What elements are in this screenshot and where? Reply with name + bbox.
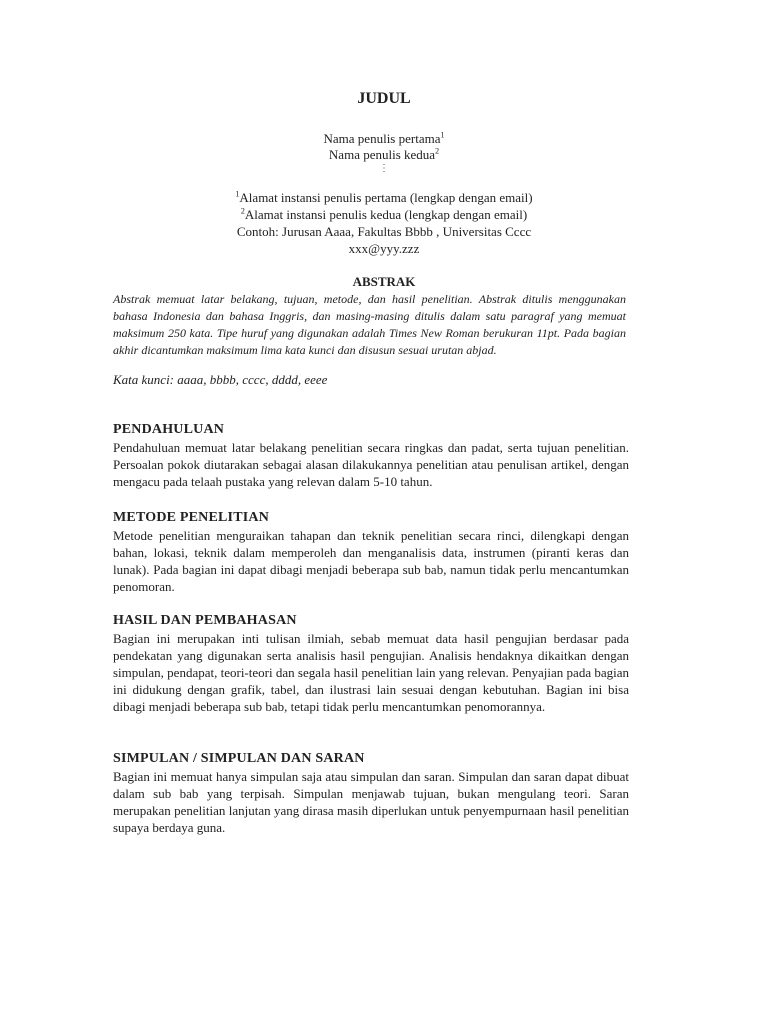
author-first xyxy=(0,131,768,147)
section-body: Bagian ini memuat hanya simpulan saja atau simpulan dan saran. Simpulan dan saran dapat dibuat dalam sub bab yang terpisah. Simpulan menjawab tujuan, bukan mengulang teori. Saran merupakan penelitian lanjutan yang dirasa masih diperlukan untuk penyempurnaan hasil penelitian supaya berdaya guna. xyxy=(113,769,629,835)
author-second-name: Nama penulis kedua xyxy=(328,147,436,162)
author-ellipsis: ⋮ xyxy=(379,163,389,174)
affiliation-second-superscript: 2 xyxy=(240,206,245,216)
author-second xyxy=(0,147,768,163)
section-heading: SIMPULAN / SIMPULAN DAN SARAN xyxy=(113,751,365,766)
affiliation-first-text: Alamat instansi penulis pertama (lengkap dengan email) xyxy=(239,190,533,205)
affiliation-second-text: Alamat instansi penulis kedua (lengkap dengan email) xyxy=(244,207,528,222)
affiliation-example: Contoh: Jurusan Aaaa, Fakultas Bbbb , Universitas Cccc xyxy=(236,224,532,239)
author-second-superscript: 2 xyxy=(435,146,440,156)
affiliation-first-superscript: 1 xyxy=(235,189,240,199)
section-body: Pendahuluan memuat latar belakang penelitian secara ringkas dan padat, serta tujuan penelitian. Persoalan pokok diutarakan sebagai alasan dilakukannya penelitian atau penulisan artikel, dengan mengacu pada telaah pustaka yang relevan dalam 5-10 tahun. xyxy=(113,440,629,489)
section-hasil-dan-pembahasan xyxy=(113,612,629,715)
author-list xyxy=(0,131,768,175)
section-heading: METODE PENELITIAN xyxy=(113,510,270,525)
abstract-body: Abstrak memuat latar belakang, tujuan, metode, dan hasil penelitian. Abstrak ditulis menggunakan bahasa Indonesia dan bahasa Inggris, dan masing-masing ditulis dalam satu paragraf yang memuat maksimum 250 kata. Tipe huruf yang digunakan adalah Times New Roman berukuran 11pt. Pada bagian akhir dicantumkan maksimum lima kata kunci dan disusun sesuai urutan abjad. xyxy=(113,292,626,357)
paper-title: JUDUL xyxy=(357,90,411,107)
author-first-name: Nama penulis pertama xyxy=(323,131,441,146)
abstract-keywords: Kata kunci: aaaa, bbbb, cccc, dddd, eeee xyxy=(113,372,328,387)
section-heading: PENDAHULUAN xyxy=(113,422,225,437)
section-simpulan-dan-saran xyxy=(113,750,629,836)
affiliation-first xyxy=(0,189,768,206)
affiliation-list xyxy=(0,189,768,257)
section-metode-penelitian xyxy=(113,509,629,595)
section-body: Metode penelitian menguraikan tahapan dan teknik penelitian secara rinci, dilengkapi dengan bahan, lokasi, teknik dalam memperoleh dan menganalisis data, instrumen (piranti keras dan lunak). Pada bagian ini dapat dibagi menjadi beberapa sub bab, namun tidak perlu mencantumkan penomoran. xyxy=(113,528,629,594)
abstract-heading: ABSTRAK xyxy=(352,274,416,289)
section-heading: HASIL DAN PEMBAHASAN xyxy=(113,613,297,628)
section-body: Bagian ini merupakan inti tulisan ilmiah, sebab memuat data hasil pengujian berdasar pada pendekatan yang digunakan serta analisis hasil pengujian. Analisis hendaknya dikaitkan dengan simpulan, pendapat, teori-teori dan segala hasil penelitian lain yang relevan. Penyajian pada bagian ini didukung dengan grafik, tabel, dan ilustrasi lain sesuai dengan kebutuhan. Bagian ini bisa dibagi menjadi beberapa sub bab, tetapi tidak perlu mencantumkan penomorannya. xyxy=(113,631,629,714)
affiliation-second xyxy=(0,206,768,223)
affiliation-email: xxx@yyy.zzz xyxy=(348,241,420,256)
author-first-superscript: 1 xyxy=(440,130,445,140)
section-pendahuluan xyxy=(113,421,629,490)
